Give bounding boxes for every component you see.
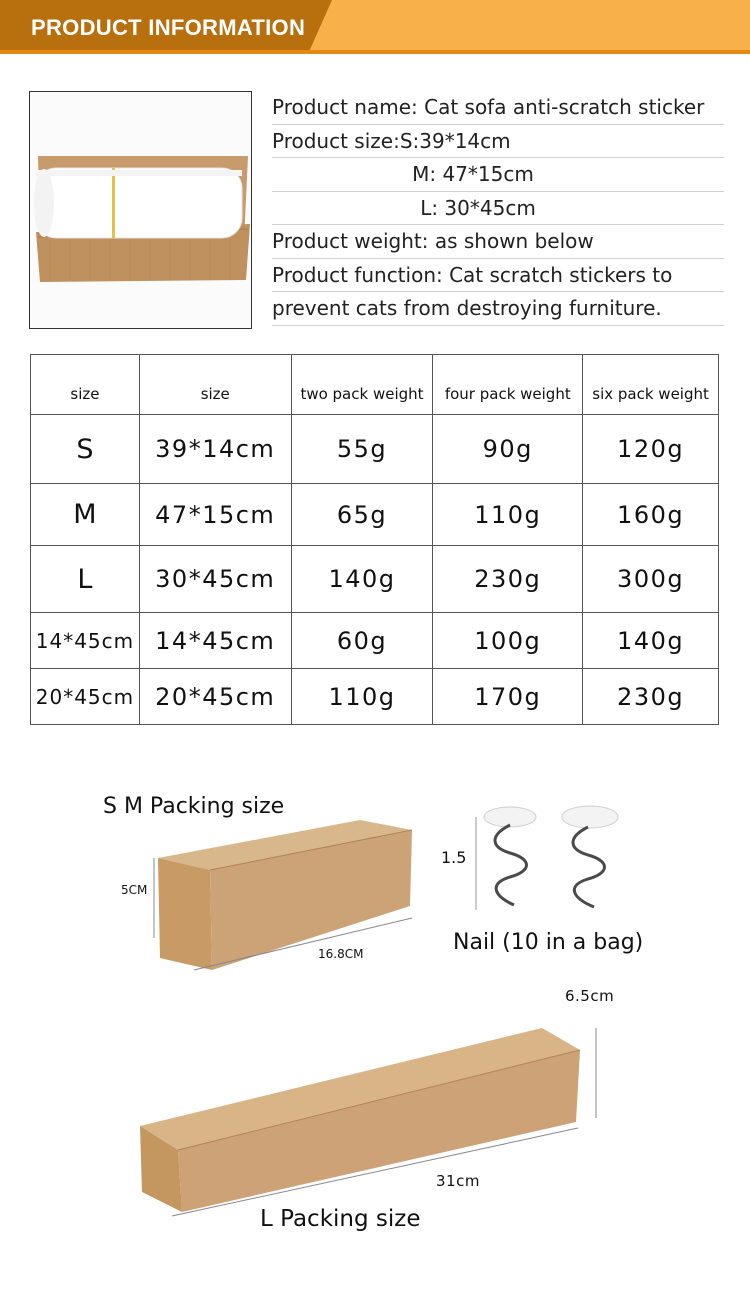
table-cell: L (31, 546, 140, 613)
table-cell: M (31, 484, 140, 546)
product-function-line-cont: prevent cats from destroying furniture. (272, 292, 724, 326)
table-cell: 20*45cm (31, 669, 140, 725)
table-cell: 120g (583, 415, 719, 484)
table-cell: 230g (583, 669, 719, 725)
nail-height-label: 1.5 (441, 848, 467, 867)
table-cell: 30*45cm (139, 546, 291, 613)
product-size-line: Product size:S:39*14cm (272, 125, 724, 159)
table-cell: 47*15cm (139, 484, 291, 546)
table-cell: 14*45cm (139, 613, 291, 669)
table-cell: 55g (291, 415, 433, 484)
table-row (31, 484, 719, 546)
table-cell: 170g (433, 669, 583, 725)
table-cell: 60g (291, 613, 433, 669)
table-cell: 39*14cm (139, 415, 291, 484)
table-row (31, 415, 719, 484)
table-cell: 230g (433, 546, 583, 613)
product-info-list (272, 91, 724, 326)
sm-box-icon (150, 820, 420, 980)
table-header-cell: four pack weight (433, 355, 583, 415)
sm-packing-label: S M Packing size (103, 794, 285, 819)
product-weight-line: Product weight: as shown below (272, 225, 724, 259)
nail-icon (470, 805, 640, 920)
table-header-cell: size (31, 355, 140, 415)
section-title: PRODUCT INFORMATION (31, 15, 306, 40)
nail-label: Nail (10 in a bag) (453, 930, 644, 955)
product-name-line: Product name: Cat sofa anti-scratch sticker (272, 91, 724, 125)
l-packing-label: L Packing size (260, 1206, 421, 1232)
table-cell: 300g (583, 546, 719, 613)
table-cell: 140g (291, 546, 433, 613)
table-header-row (31, 355, 719, 415)
table-cell: 20*45cm (139, 669, 291, 725)
product-function-line: Product function: Cat scratch stickers to (272, 259, 724, 293)
sm-box-length-label: 16.8CM (318, 947, 364, 961)
table-cell: 65g (291, 484, 433, 546)
table-cell: 14*45cm (31, 613, 140, 669)
table-header-cell: size (139, 355, 291, 415)
l-box-length-label: 31cm (436, 1172, 480, 1190)
l-box-height-label: 6.5cm (565, 987, 615, 1005)
section-header-banner (0, 0, 750, 54)
table-cell: S (31, 415, 140, 484)
product-size-l-line: L: 30*45cm (272, 192, 724, 226)
table-row (31, 613, 719, 669)
sm-box-height-label: 5CM (121, 883, 148, 897)
weight-table (30, 354, 719, 725)
table-cell: 140g (583, 613, 719, 669)
table-header-cell: two pack weight (291, 355, 433, 415)
table-cell: 160g (583, 484, 719, 546)
table-cell: 110g (433, 484, 583, 546)
packing-section (0, 750, 750, 1294)
rolled-sticker-in-box-icon (30, 92, 252, 329)
table-row (31, 546, 719, 613)
table-cell: 110g (291, 669, 433, 725)
product-size-m-line: M: 47*15cm (272, 158, 724, 192)
table-cell: 90g (433, 415, 583, 484)
table-cell: 100g (433, 613, 583, 669)
l-box-icon (130, 1010, 610, 1220)
product-photo (29, 91, 252, 329)
table-row (31, 669, 719, 725)
table-header-cell: six pack weight (583, 355, 719, 415)
